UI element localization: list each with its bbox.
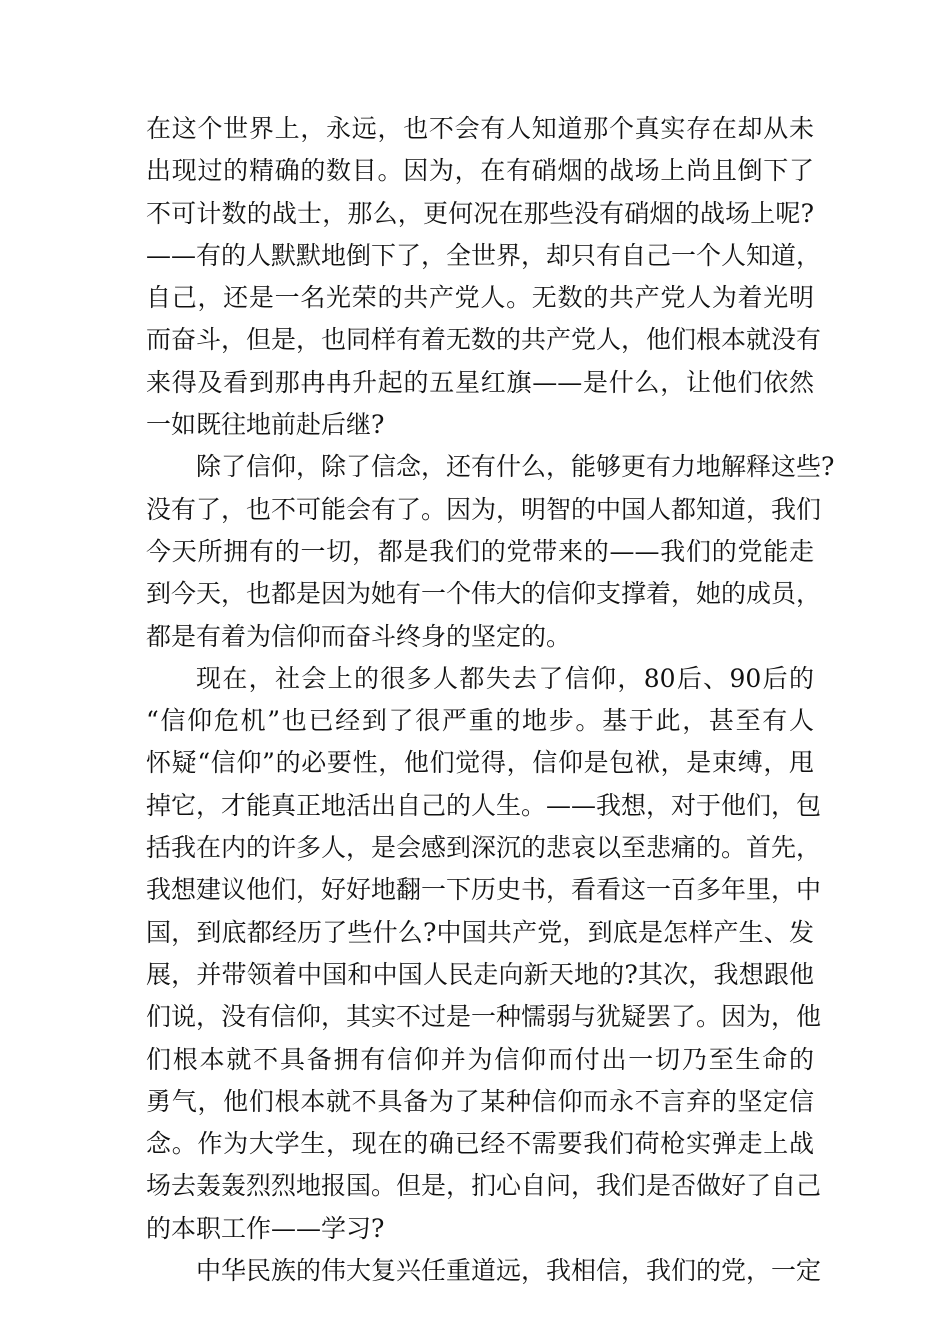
text-line: 掉它，才能真正地活出自己的人生。——我想，对于他们，包 <box>146 790 822 820</box>
paragraph-first-line: 除了信仰，除了信念，还有什么，能够更有力地解释这些? <box>196 452 835 482</box>
paragraph-first-line: 中华民族的伟大复兴任重道远，我相信，我们的党，一定 <box>196 1256 822 1286</box>
text-line: 到今天，也都是因为她有一个伟大的信仰支撑着，她的成员， <box>146 579 822 609</box>
text-line: 我想建议他们，好好地翻一下历史书，看看这一百多年里，中 <box>146 875 822 905</box>
text-line: 而奋斗，但是，也同样有着无数的共产党人，他们根本就没有 <box>146 325 822 355</box>
text-line: 场去轰轰烈烈地报国。但是，扪心自问，我们是否做好了自己 <box>146 1171 822 1201</box>
text-line: 自己，还是一名光荣的共产党人。无数的共产党人为着光明 <box>146 283 814 313</box>
text-line: 括我在内的许多人，是会感到深沉的悲哀以至悲痛的。首先， <box>146 833 822 863</box>
text-line: 今天所拥有的一切，都是我们的党带来的——我们的党能走 <box>146 536 814 566</box>
text-line: 们说，没有信仰，其实不过是一种懦弱与犹疑罢了。因为，他 <box>146 1002 822 1032</box>
text-line: ——有的人默默地倒下了，全世界，却只有自己一个人知道， <box>146 240 822 270</box>
text-line: 出现过的精确的数目。因为，在有硝烟的战场上尚且倒下了 <box>146 156 814 186</box>
text-line: 的本职工作——学习? <box>146 1213 385 1243</box>
text-line: 在这个世界上，永远，也不会有人知道那个真实存在却从未 <box>146 114 814 143</box>
text-line: 念。作为大学生，现在的确已经不需要我们荷枪实弹走上战 <box>146 1129 814 1159</box>
text-line: 勇气，他们根本就不具备为了某种信仰而永不言弃的坚定信 <box>146 1086 814 1116</box>
text-line: 怀疑“信仰”的必要性，他们觉得，信仰是包袱，是束缚，甩 <box>146 748 814 778</box>
text-line: 国，到底都经历了些什么?中国共产党，到底是怎样产生、发 <box>146 917 814 947</box>
text-line: 都是有着为信仰而奋斗终身的坚定的。 <box>146 621 572 651</box>
text-line: “信仰危机”也已经到了很严重的地步。基于此，甚至有人 <box>146 706 814 736</box>
text-line: 没有了，也不可能会有了。因为，明智的中国人都知道，我们 <box>146 494 822 524</box>
text-line: 们根本就不具备拥有信仰并为信仰而付出一切乃至生命的 <box>146 1044 814 1074</box>
text-line: 展，并带领着中国和中国人民走向新天地的?其次，我想跟他 <box>146 959 814 989</box>
text-line: 一如既往地前赴后继? <box>146 410 385 440</box>
text-line: 不可计数的战士，那么，更何况在那些没有硝烟的战场上呢? <box>146 198 814 228</box>
text-line: 来得及看到那冉冉升起的五星红旗——是什么，让他们依然 <box>146 367 814 397</box>
paragraph-first-line: 现在，社会上的很多人都失去了信仰，80后、90后的 <box>196 663 814 693</box>
body-text <box>146 108 835 1292</box>
